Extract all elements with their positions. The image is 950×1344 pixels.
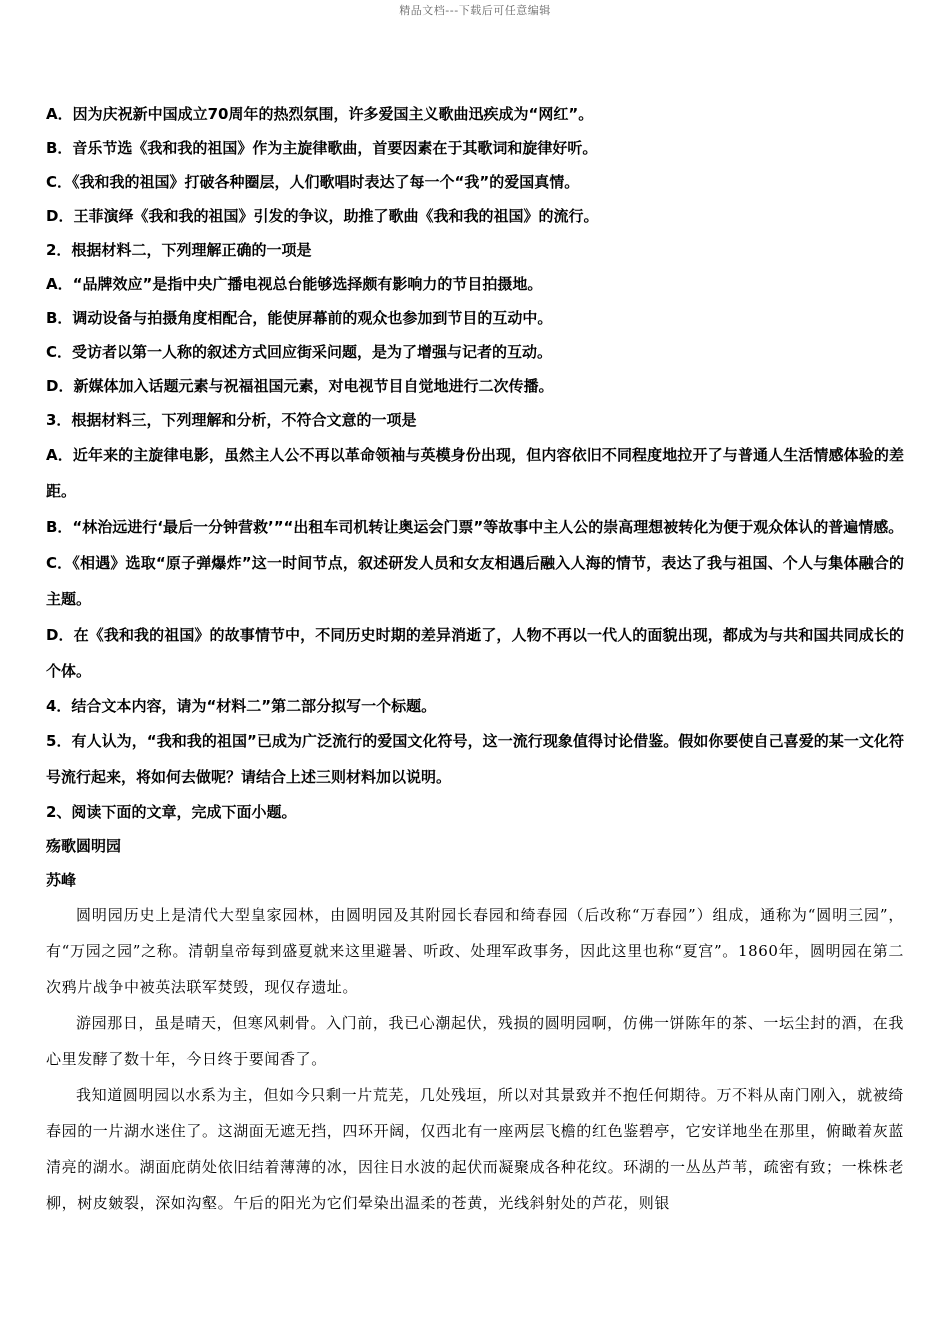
q1-option-c: C．《我和我的祖国》打破各种圈层，人们歌唱时表达了每一个“我”的爱国真情。	[46, 173, 580, 191]
q3-stem: 3．根据材料三，下列理解和分析，不符合文意的一项是	[46, 411, 417, 429]
essay-title: 殇歌圆明园	[46, 837, 122, 855]
section-2-instruction: 2、阅读下面的文章，完成下面小题。	[46, 803, 297, 821]
q2-stem: 2．根据材料二，下列理解正确的一项是	[46, 241, 312, 259]
q1-option-b: B．音乐节选《我和我的祖国》作为主旋律歌曲，首要因素在于其歌词和旋律好听。	[46, 139, 598, 157]
document-body	[46, 97, 904, 1221]
q2-option-c: C．受访者以第一人称的叙述方式回应街采问题，是为了增强与记者的互动。	[46, 343, 553, 361]
q4-stem: 4．结合文本内容，请为“材料二”第二部分拟写一个标题。	[46, 697, 437, 715]
q2-option-a: A．“品牌效应”是指中央广播电视总台能够选择颇有影响力的节目拍摄地。	[46, 275, 543, 293]
q3-option-a: A．近年来的主旋律电影，虽然主人公不再以革命领袖与英模身份出现，但内容依旧不同程度地拉开了与普通人生活情感体验的差距。	[46, 446, 904, 500]
q2-option-d: D．新媒体加入话题元素与祝福祖国元素，对电视节目自觉地进行二次传播。	[46, 377, 554, 395]
essay-paragraph: 我知道圆明园以水系为主，但如今只剩一片荒芜，几处残垣，所以对其景致并不抱任何期待。万不料从南门刚入，就被绮春园的一片湖水迷住了。这湖面无遮无挡，四环开阔，仅西北有一座两层飞檐的红色鉴碧亭，它安详地坐在那里，俯瞰着灰蓝清亮的湖水。湖面庇荫处依旧结着薄薄的冰，因往日水波的起伏而凝聚成各种花纹。环湖的一丛丛芦苇，疏密有致；一株株老柳，树皮皴裂，深如沟壑。午后的阳光为它们晕染出温柔的苍黄，光线斜射处的芦花，则银	[46, 1086, 905, 1212]
page-header: 精品文档---下载后可任意编辑	[399, 4, 551, 17]
q2-option-b: B．调动设备与拍摄角度相配合，能使屏幕前的观众也参加到节目的互动中。	[46, 309, 553, 327]
q1-option-d: D．王菲演绎《我和我的祖国》引发的争议，助推了歌曲《我和我的祖国》的流行。	[46, 207, 599, 225]
q1-option-a: A．因为庆祝新中国成立70周年的热烈氛围，许多爱国主义歌曲迅疾成为“网红”。	[46, 105, 594, 123]
essay-paragraph: 游园那日，虽是晴天，但寒风刺骨。入门前，我已心潮起伏，残损的圆明园啊，仿佛一饼陈年的茶、一坛尘封的酒，在我心里发酵了数十年，今日终于要闻香了。	[46, 1014, 904, 1068]
essay-author: 苏峰	[46, 871, 77, 889]
q5-stem: 5．有人认为，“我和我的祖国”已成为广泛流行的爱国文化符号，这一流行现象值得讨论借鉴。假如你要使自己喜爱的某一文化符号流行起来，将如何去做呢？请结合上述三则材料加以说明。	[46, 732, 904, 786]
q3-option-c: C．《相遇》选取“原子弹爆炸”这一时间节点，叙述研发人员和女友相遇后融入人海的情节，表达了我与祖国、个人与集体融合的主题。	[46, 554, 904, 608]
q3-option-b: B．“林治远进行‘最后一分钟营救’”“出租车司机转让奥运会门票”等故事中主人公的崇高理想被转化为便于观众体认的普遍情感。	[46, 518, 904, 536]
essay-paragraph: 圆明园历史上是清代大型皇家园林，由圆明园及其附园长春园和绮春园（后改称“万春园”）组成，通称为“圆明三园”，有“万园之园”之称。清朝皇帝每到盛夏就来这里避暑、听政、处理军政事务，因此这里也称“夏宫”。1860年，圆明园在第二次鸦片战争中被英法联军焚毁，现仅存遗址。	[46, 906, 904, 996]
q3-option-d: D．在《我和我的祖国》的故事情节中，不同历史时期的差异消逝了，人物不再以一代人的面貌出现，都成为与共和国共同成长的个体。	[46, 626, 904, 680]
